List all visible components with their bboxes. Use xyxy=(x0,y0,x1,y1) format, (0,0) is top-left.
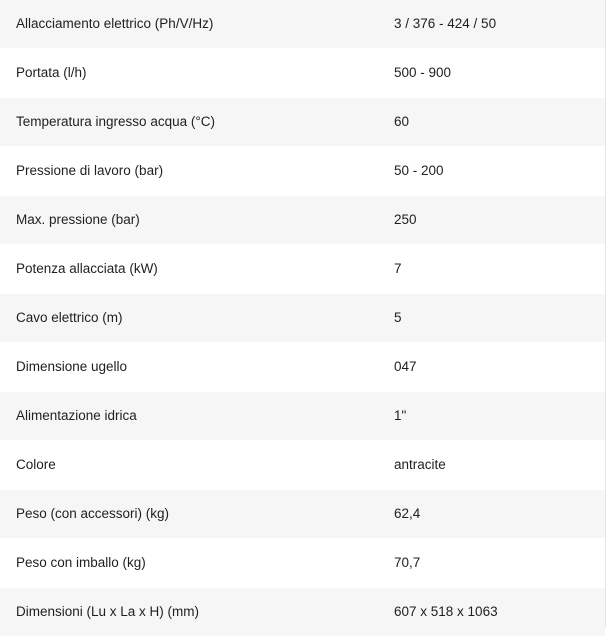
spec-label: Peso con imballo (kg) xyxy=(0,539,378,588)
spec-row-flow-rate xyxy=(0,49,605,98)
scroll-edge-divider xyxy=(605,0,606,628)
spec-value: 7 xyxy=(378,245,605,294)
spec-label: Temperatura ingresso acqua (°C) xyxy=(0,98,378,147)
spec-row-inlet-temperature xyxy=(0,98,605,147)
spec-row-color xyxy=(0,441,605,490)
spec-value: 500 - 900 xyxy=(378,49,605,98)
spec-label: Peso (con accessori) (kg) xyxy=(0,490,378,539)
spec-row-max-pressure xyxy=(0,196,605,245)
spec-label: Potenza allacciata (kW) xyxy=(0,245,378,294)
spec-row-dimensions xyxy=(0,588,605,637)
spec-value: 607 x 518 x 1063 xyxy=(378,588,605,637)
spec-label: Allacciamento elettrico (Ph/V/Hz) xyxy=(0,0,378,49)
spec-row-weight-with-packaging xyxy=(0,539,605,588)
spec-value: 50 - 200 xyxy=(378,147,605,196)
spec-value: 047 xyxy=(378,343,605,392)
spec-value: 1" xyxy=(378,392,605,441)
spec-label: Dimensione ugello xyxy=(0,343,378,392)
spec-label: Cavo elettrico (m) xyxy=(0,294,378,343)
spec-row-nozzle-size xyxy=(0,343,605,392)
spec-label: Dimensioni (Lu x La x H) (mm) xyxy=(0,588,378,637)
spec-label: Max. pressione (bar) xyxy=(0,196,378,245)
spec-row-connected-power xyxy=(0,245,605,294)
spec-value: 60 xyxy=(378,98,605,147)
spec-row-working-pressure xyxy=(0,147,605,196)
spec-value: 70,7 xyxy=(378,539,605,588)
spec-row-electrical-connection xyxy=(0,0,605,49)
spec-value: 62,4 xyxy=(378,490,605,539)
spec-value: 250 xyxy=(378,196,605,245)
spec-value: 5 xyxy=(378,294,605,343)
spec-row-power-cable xyxy=(0,294,605,343)
spec-value: antracite xyxy=(378,441,605,490)
spec-value: 3 / 376 - 424 / 50 xyxy=(378,0,605,49)
spec-label: Portata (l/h) xyxy=(0,49,378,98)
spec-row-weight-with-accessories xyxy=(0,490,605,539)
spec-label: Pressione di lavoro (bar) xyxy=(0,147,378,196)
spec-label: Alimentazione idrica xyxy=(0,392,378,441)
spec-row-water-supply xyxy=(0,392,605,441)
spec-label: Colore xyxy=(0,441,378,490)
